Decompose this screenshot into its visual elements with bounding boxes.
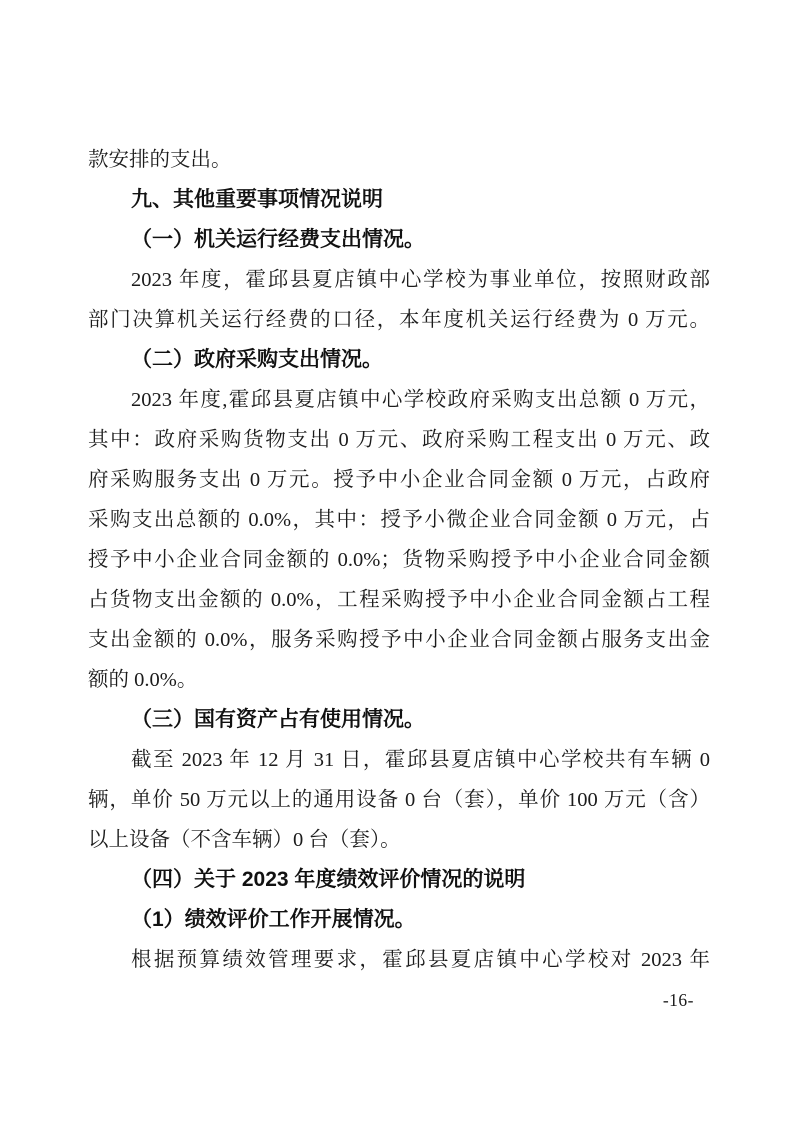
text-line: 辆，单价 50 万元以上的通用设备 0 台（套），单价 100 万元（含） xyxy=(88,789,710,811)
section-heading: （一）机关运行经费支出情况。 xyxy=(131,228,425,251)
text-line: 2023 年度,霍邱县夏店镇中心学校政府采购支出总额 0 万元， xyxy=(131,389,710,411)
text-line: 根据预算绩效管理要求，霍邱县夏店镇中心学校对 2023 年 xyxy=(131,949,710,971)
text-line: 其中：政府采购货物支出 0 万元、政府采购工程支出 0 万元、政 xyxy=(88,429,710,451)
section-heading: （三）国有资产占有使用情况。 xyxy=(131,708,425,731)
text-line: 府采购服务支出 0 万元。授予中小企业合同金额 0 万元，占政府 xyxy=(88,469,710,491)
text-line: 以上设备（不含车辆）0 台（套）。 xyxy=(88,829,401,851)
text-line: 截至 2023 年 12 月 31 日，霍邱县夏店镇中心学校共有车辆 0 xyxy=(131,749,710,771)
text-line: 额的 0.0%。 xyxy=(88,669,198,691)
text-line: 部门决算机关运行经费的口径，本年度机关运行经费为 0 万元。 xyxy=(88,309,710,331)
text-line: 款安排的支出。 xyxy=(88,149,232,171)
text-line: 采购支出总额的 0.0%，其中：授予小微企业合同金额 0 万元，占 xyxy=(88,509,710,531)
page-number: -16- xyxy=(662,990,694,1010)
text-line: 2023 年度，霍邱县夏店镇中心学校为事业单位，按照财政部 xyxy=(131,269,710,291)
section-heading: （二）政府采购支出情况。 xyxy=(131,348,383,371)
section-heading: 九、其他重要事项情况说明 xyxy=(131,188,383,211)
text-line: 授予中小企业合同金额的 0.0%；货物采购授予中小企业合同金额 xyxy=(88,549,710,571)
text-line: 支出金额的 0.0%，服务采购授予中小企业合同金额占服务支出金 xyxy=(88,629,710,651)
document-content xyxy=(88,140,710,980)
section-heading: （1）绩效评价工作开展情况。 xyxy=(131,908,416,931)
text-line: 占货物支出金额的 0.0%，工程采购授予中小企业合同金额占工程 xyxy=(88,589,710,611)
section-heading: （四）关于 2023 年度绩效评价情况的说明 xyxy=(131,868,526,891)
